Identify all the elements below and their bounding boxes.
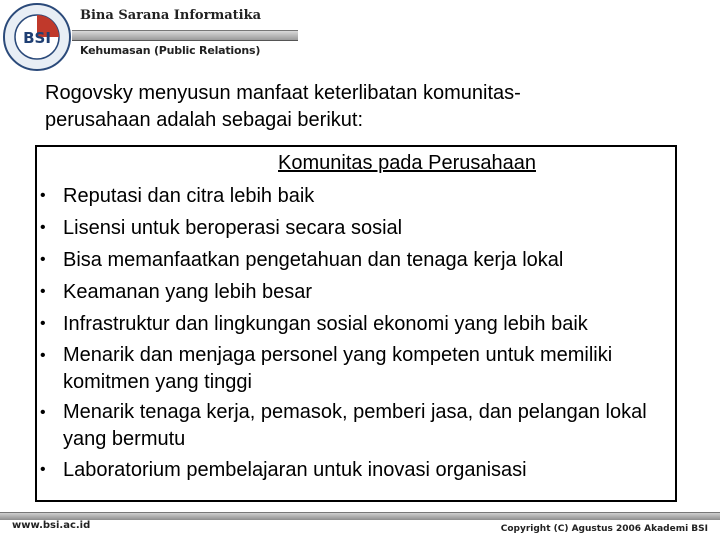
list-item: • Reputasi dan citra lebih baik (50, 182, 670, 210)
logo-letters: BSI (23, 29, 51, 47)
footer-divider (0, 512, 720, 520)
benefits-list (50, 182, 670, 488)
footer-copyright: Copyright (C) Agustus 2006 Akademi BSI (500, 524, 708, 534)
list-item: • Menarik tenaga kerja, pemasok, pemberi jasa, dan pelangan lokal yang bermutu (50, 399, 670, 453)
list-item: • Bisa memanfaatkan pengetahuan dan tenaga kerja lokal (50, 246, 670, 274)
list-item: • Lisensi untuk beroperasi secara sosial (50, 214, 670, 242)
intro-line-1: Rogovsky menyusun manfaat keterlibatan komunitas- (45, 82, 521, 104)
header-divider (72, 30, 298, 41)
list-item: • Menarik dan menjaga personel yang kompeten untuk memiliki komitmen yang tinggi (50, 342, 670, 396)
benefits-box (35, 145, 677, 502)
intro-text (45, 80, 665, 134)
bsi-logo (2, 2, 72, 72)
list-item: • Infrastruktur dan lingkungan sosial ekonomi yang lebih baik (50, 310, 670, 338)
brand-name: Bina Sarana Informatika (80, 8, 262, 23)
box-title: Komunitas pada Perusahaan (278, 152, 536, 174)
department-name: Kehumasan (Public Relations) (80, 44, 261, 57)
intro-line-2: perusahaan adalah sebagai berikut: (45, 109, 364, 131)
footer-url: www.bsi.ac.id (12, 520, 91, 531)
list-item: • Keamanan yang lebih besar (50, 278, 670, 306)
list-item: • Laboratorium pembelajaran untuk inovasi organisasi (50, 456, 670, 484)
